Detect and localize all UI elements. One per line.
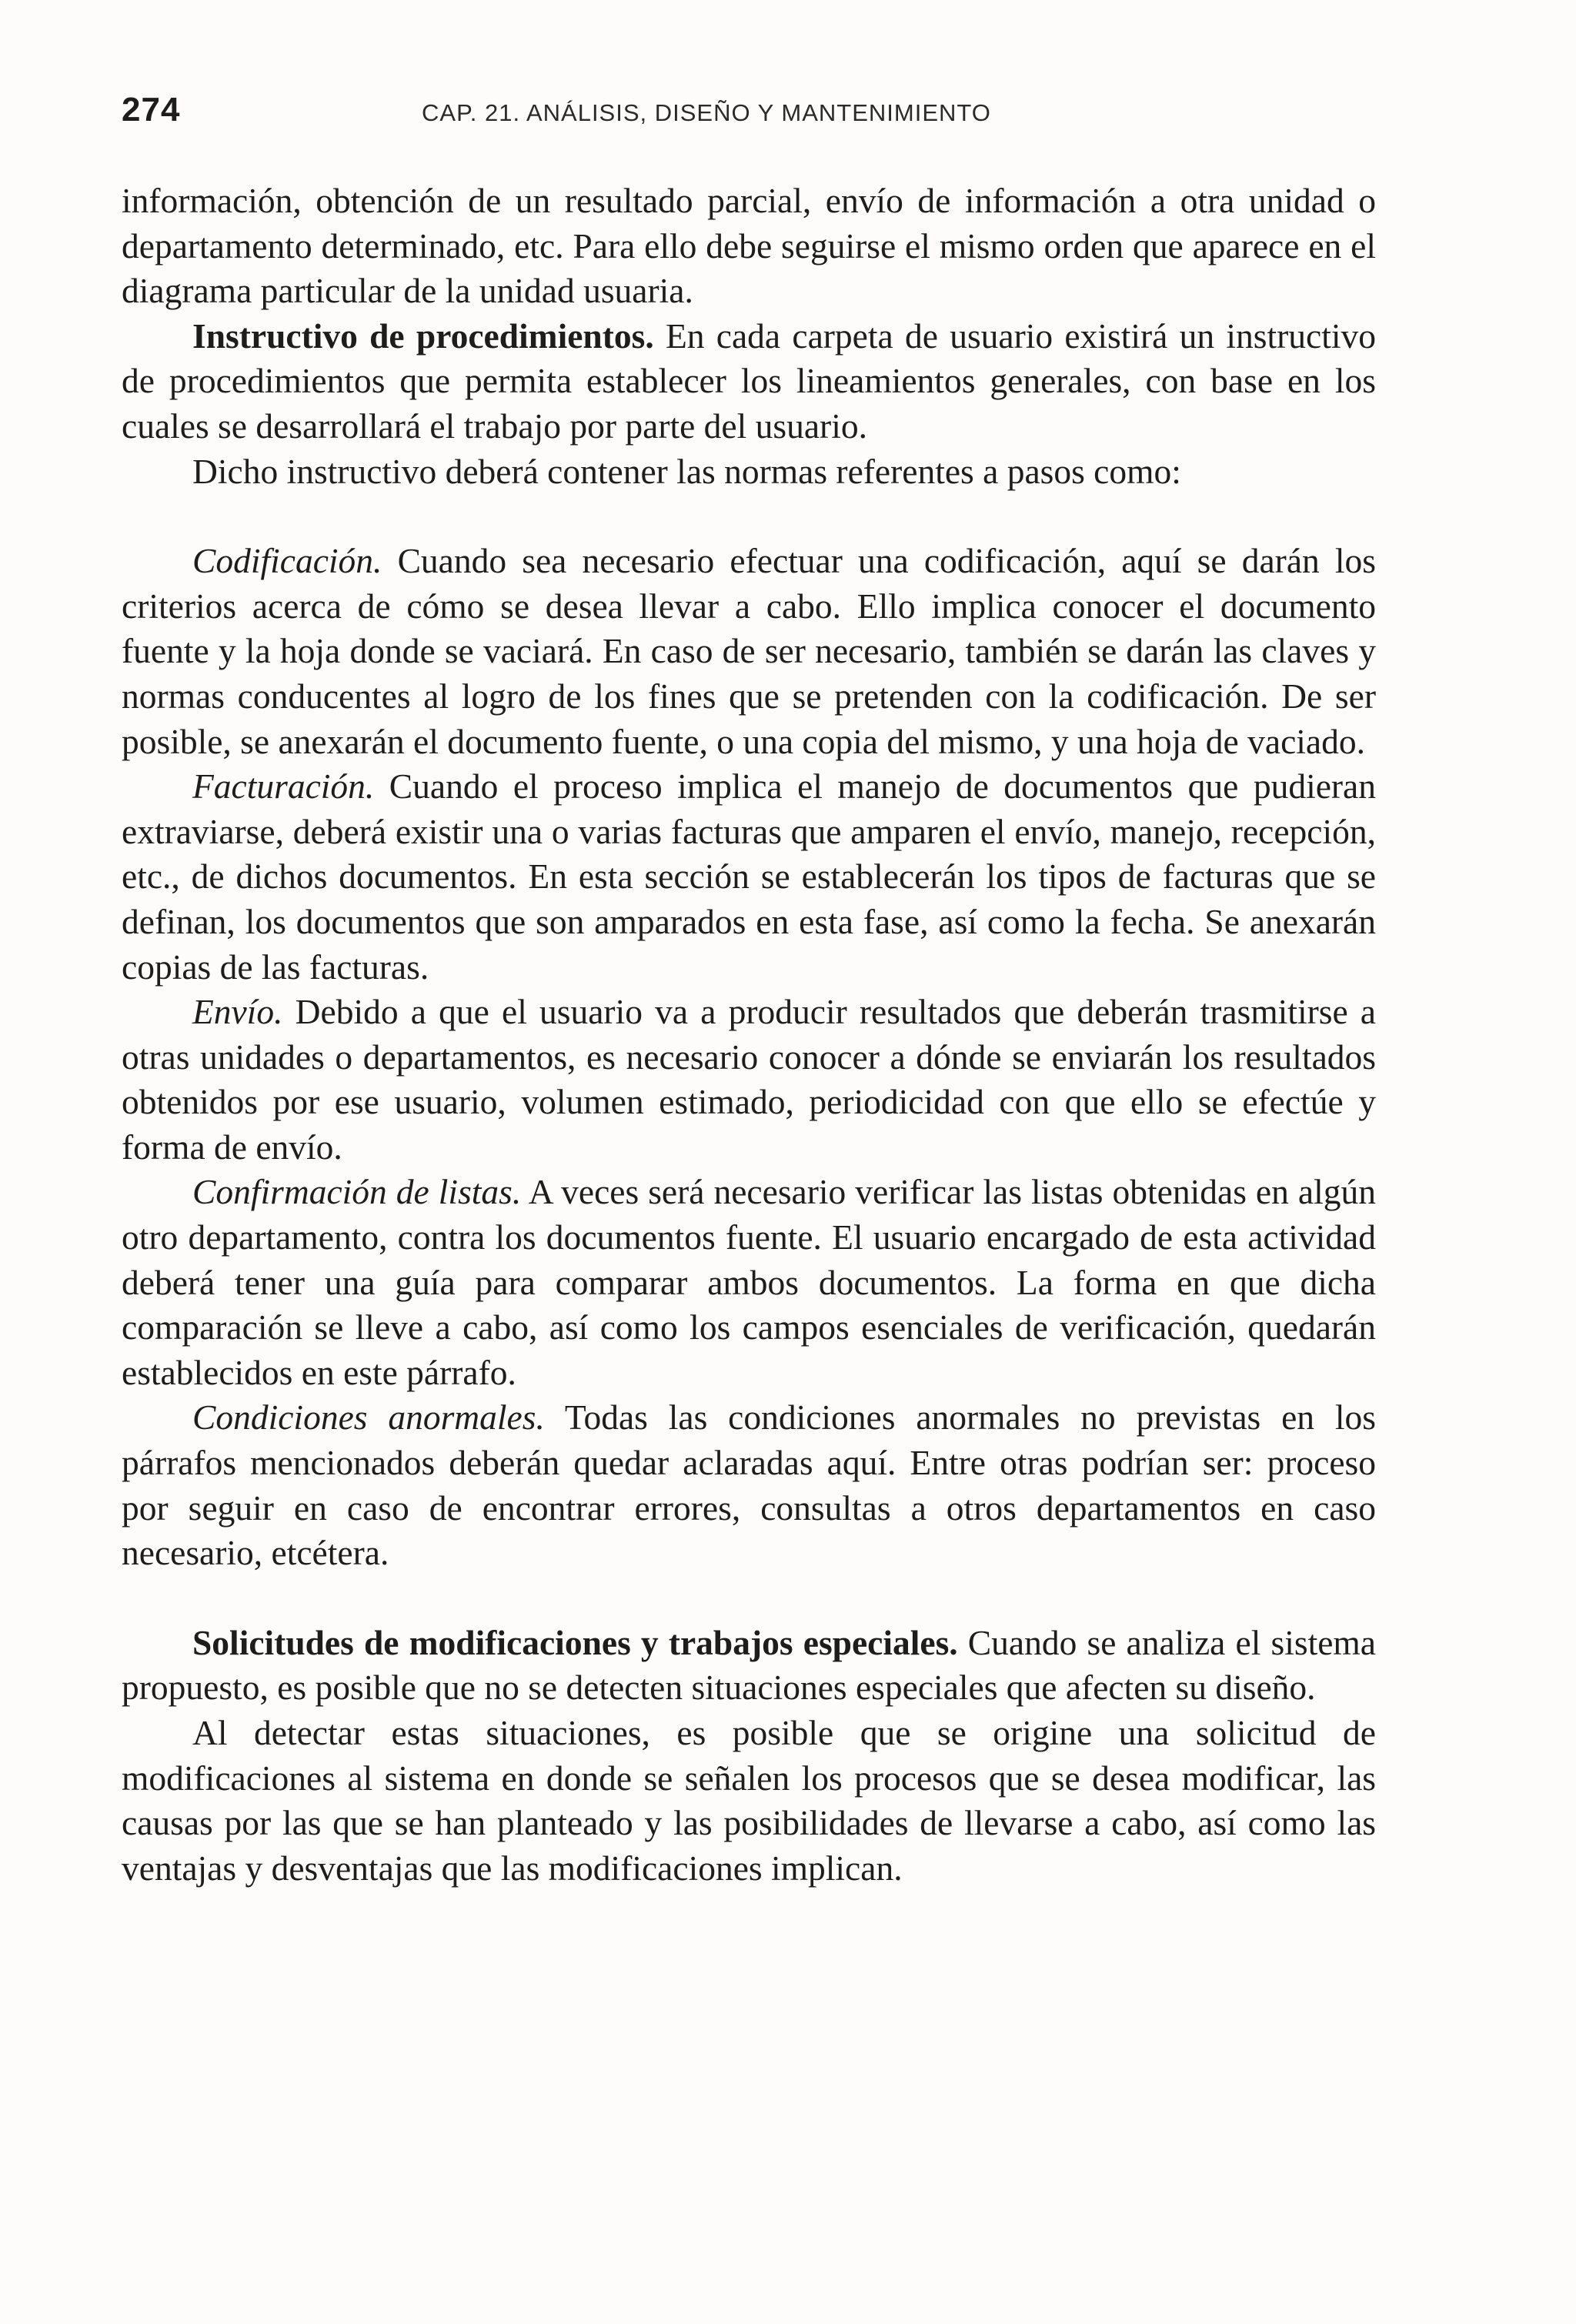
paragraph-condiciones bbox=[122, 1395, 1376, 1575]
paragraph-text: Cuando se analiza el sistema propuesto, es posible que no se detecten situaciones especiales que afecten su diseño. bbox=[122, 1622, 1376, 1708]
section-title-solicitudes: Solicitudes de modificaciones y trabajos especiales. bbox=[192, 1622, 958, 1662]
paragraph-text: Cuando sea necesario efectuar una codificación, aquí se darán los criterios acerca de cómo se desea llevar a cabo. Ello implica conocer el documento fuente y la hoja donde se vaciará. En caso de ser necesario, también se darán las claves y normas conducentes al logro de los fines que se pretenden con la codificación. De ser posible, se anexarán el documento fuente, o una copia del mismo, y una hoja de vaciado. bbox=[122, 541, 1376, 761]
paragraph-instructivo bbox=[122, 314, 1376, 449]
paragraph-normas-intro bbox=[122, 449, 1376, 495]
item-title-confirmacion: Confirmación de listas. bbox=[192, 1172, 522, 1212]
paragraph-envio bbox=[122, 990, 1376, 1170]
paragraph-text: En cada carpeta de usuario existirá un instructivo de procedimientos que permita establecer los lineamientos generales, con base en los cuales se desarrollará el trabajo por parte del usuario. bbox=[122, 316, 1376, 446]
paragraph-detectar bbox=[122, 1711, 1376, 1891]
item-title-condiciones: Condiciones anormales. bbox=[192, 1397, 545, 1437]
paragraph-text: Al detectar estas situaciones, es posible que se origine una solicitud de modificaciones al sistema en donde se señalen los procesos que se desea modificar, las causas por las que se han planteado y las posibilidades de llevarse a cabo, así como las ventajas y desventajas que las modificaciones implican. bbox=[122, 1713, 1376, 1888]
paragraph-text: A veces será necesario verificar las listas obtenidas en algún otro departamento, contra los documentos fuente. El usuario encargado de esta actividad deberá tener una guía para comparar ambos documentos. La forma en que dicha comparación se lleve a cabo, así como los campos esenciales de verificación, quedarán establecidos en este párrafo. bbox=[122, 1172, 1376, 1392]
paragraph-solicitudes bbox=[122, 1621, 1376, 1711]
paragraph-continuation bbox=[122, 179, 1376, 314]
section-title-instructivo: Instructivo de procedimientos. bbox=[192, 316, 654, 356]
paragraph-codificacion bbox=[122, 539, 1376, 764]
item-title-codificacion: Codificación. bbox=[192, 541, 382, 581]
running-head: CAP. 21. ANÁLISIS, DISEÑO Y MANTENIMIENTO bbox=[422, 99, 991, 126]
item-title-envio: Envío. bbox=[192, 992, 283, 1032]
item-title-facturacion: Facturación. bbox=[192, 766, 375, 806]
paragraph-text: Todas las condiciones anormales no previstas en los párrafos mencionados deberán quedar aclaradas aquí. Entre otras podrían ser: proceso por seguir en caso de encontrar errores, consultas a otros departamentos en caso necesario, etcétera. bbox=[122, 1397, 1376, 1573]
book-page bbox=[122, 91, 1376, 1891]
page-header bbox=[122, 91, 1376, 152]
page-number: 274 bbox=[122, 91, 181, 129]
paragraph-confirmacion bbox=[122, 1170, 1376, 1395]
body-text bbox=[122, 179, 1376, 1891]
paragraph-facturacion bbox=[122, 764, 1376, 990]
paragraph-text: Dicho instructivo deberá contener las normas referentes a pasos como: bbox=[192, 451, 1181, 491]
paragraph-text: información, obtención de un resultado parcial, envío de información a otra unidad o departamento determinado, etc. Para ello debe seguirse el mismo orden que aparece en el diagrama particular de la unidad usuaria. bbox=[122, 181, 1376, 311]
paragraph-text: Cuando el proceso implica el manejo de documentos que pudieran extraviarse, deberá existir una o varias facturas que amparen el envío, manejo, recepción, etc., de dichos documentos. En esta sección se establecerán los tipos de facturas que se definan, los documentos que son amparados en esta fase, así como la fecha. Se anexarán copias de las facturas. bbox=[122, 766, 1376, 987]
paragraph-text: Debido a que el usuario va a producir resultados que deberán trasmitirse a otras unidades o departamentos, es necesario conocer a dónde se enviarán los resultados obtenidos por ese usuario, volumen estimado, periodicidad con que ello se efectúe y forma de envío. bbox=[122, 992, 1376, 1167]
